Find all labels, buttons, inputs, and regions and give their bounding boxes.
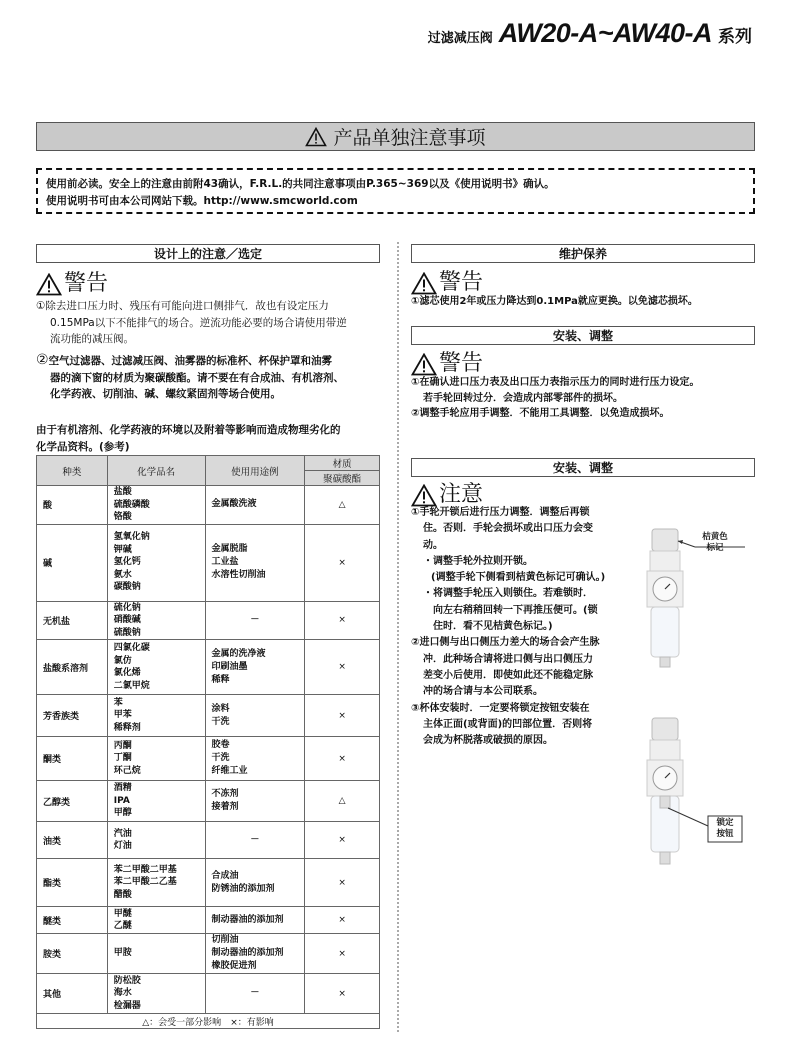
table-row [37,859,380,907]
usage-example: 金属的洗净液 [211,648,266,659]
install-warning-items [411,375,766,422]
cell-chemicals [107,934,205,974]
warning-triangle-icon [36,273,62,296]
chemical-name: 硫酸磷酸 [113,499,150,510]
callout-line: 按钮 [716,829,734,839]
callout-line: 标记 [706,543,724,553]
warning-triangle-icon [411,484,437,507]
cell-usages [205,640,305,695]
caution-item-3-cont: 会成为杯脱落或破损的原因。 [423,735,553,747]
warning-triangle-icon [305,127,327,147]
install-caution-items [411,505,636,749]
caution-item-2-cont: 冲．此种场合请将进口侧与出口侧压力 [423,653,593,665]
cell-rating: × [305,640,380,695]
item-number: ① [36,300,46,312]
cell-chemicals [107,640,205,695]
cell-usages [205,907,305,934]
table-row [37,781,380,822]
table-legend: △：会受一部分影响 ×：有影响 [37,1014,380,1029]
chemical-name: 氯化烯 [113,668,141,678]
caution-item-1-bullet: ・调整手轮外拉则开锁。 [423,555,533,567]
usage-example: 金属酸洗液 [211,499,257,510]
orange-mark-callout [690,532,740,554]
section-title-maintenance: 维护保养 [411,244,755,263]
cell-rating: × [305,859,380,907]
chemical-name: 醋酸 [113,889,132,900]
chemical-name: 丙酮 [113,740,132,751]
warning-heading-install [411,352,483,376]
chemical-name: 硫酸钠 [113,627,141,638]
chemical-name: 甲胺 [113,948,132,959]
caution-item-1-cont: 住。否则．手轮会损坏或出口压力会变 [423,523,593,535]
usage-example: 纤维工业 [211,766,248,776]
usage-example: 干洗 [211,716,230,727]
caution-item-1-bullet: ・将调整手轮压入则锁住。若难锁时． [423,588,593,600]
chemical-name: 二氯甲烷 [113,680,150,691]
series-model: AW20-A~AW40-A [498,18,712,48]
maintenance-item-1: ①滤芯使用2年或压力降达到0.1MPa就应更换。以免滤芯损坏。 [411,296,698,307]
cell-rating: × [305,695,380,737]
usage-example: 接着剂 [211,802,239,812]
chemical-name: 汽油 [113,828,132,839]
header-material-sub: 聚碳酸酯 [305,471,380,486]
cell-rating: △ [305,781,380,822]
usage-example: － [250,614,260,625]
item-text: 除去进口压力时、残压有可能向进口侧排气．故也有设定压力 [45,300,329,312]
cell-usages [205,524,305,601]
cell-usages [205,737,305,781]
header-usage: 使用用途例 [205,456,305,486]
usage-example: － [250,834,260,845]
item-text: 器的滴下窗的材质为聚碳酸酯。请不要在有合成油、有机溶剂、 [50,371,344,384]
usage-example: 干洗 [211,753,230,763]
notice-line-2[interactable]: 使用说明书可由本公司网站下载。http://www.smcworld.com [46,195,358,207]
table-row [37,601,380,640]
chemical-name: 硫化钠 [113,602,141,613]
chemical-name: 甲醚 [113,908,132,919]
chemical-name: 氢化钙 [113,557,141,568]
chemical-name: 甲苯 [113,710,132,721]
usage-example: 金属脱脂 [211,544,248,554]
cell-rating: × [305,524,380,601]
filter-regulator-diagram-lock-button [640,712,760,872]
chemical-name: 盐酸 [113,487,132,497]
table-row [37,524,380,601]
cell-category: 酮类 [37,737,108,781]
cell-chemicals [107,524,205,601]
caution-item-3: ③杯体安装时．一定要将锁定按钮安装在 [411,702,590,714]
chemical-name: 稀释剂 [113,722,141,733]
design-warning-item-1 [36,298,386,348]
cell-category: 无机盐 [37,601,108,640]
cell-usages [205,822,305,859]
chemical-name: 防松胶 [113,975,141,986]
lock-button-callout [708,818,742,840]
usage-example: 工业盐 [211,557,239,567]
series-prefix: 过滤减压阀 [427,31,493,46]
series-suffix: 系列 [718,27,752,47]
warning-label: 警告 [439,351,484,376]
table-row [37,822,380,859]
cell-usages [205,695,305,737]
table-row [37,907,380,934]
cell-chemicals [107,486,205,525]
cell-chemicals [107,822,205,859]
table-row [37,737,380,781]
chemical-table [36,455,380,1029]
caution-item-2-cont: 差变小后使用．即使如此还不能稳定脉 [423,669,593,681]
chemical-name: 环己烷 [113,765,141,776]
warning-heading-design [36,272,108,296]
series-header [428,18,752,49]
caution-item-1: ①手轮开锁后进行压力调整．调整后再锁 [411,507,590,518]
chemical-name: 乙醚 [113,921,132,931]
cell-rating: × [305,737,380,781]
caution-item-1-bullet: 向左右稍稍回转一下再推压便可。(锁 [433,604,598,616]
chemical-name: 检漏器 [113,1000,141,1011]
chemical-name: 海水 [113,988,132,999]
callout-line: 桔黄色 [702,532,728,542]
chemical-name: 四氯化碳 [113,643,150,653]
header-category: 种类 [37,456,108,486]
usage-example: 不冻剂 [211,789,239,799]
chemical-name: 氨水 [113,569,132,580]
cell-category: 其他 [37,974,108,1014]
usage-example: 制动器油的添加剂 [211,948,284,958]
chemical-name: 苯 [113,697,123,708]
cell-category: 酯类 [37,859,108,907]
cell-chemicals [107,907,205,934]
design-warning-item-2 [36,352,386,403]
cell-rating: × [305,907,380,934]
cell-category: 芳香族类 [37,695,108,737]
notice-line-1: 使用前必读。安全上的注意由前附43确认，F.R.L.的共同注意事项由P.365~369以及《使用说明书》确认。 [46,178,555,190]
callout-line: 锁定 [716,818,734,828]
cell-usages [205,974,305,1014]
table-row [37,486,380,525]
chemical-name: 硝酸碱 [113,615,141,625]
warning-label: 警告 [64,271,109,296]
cell-chemicals [107,859,205,907]
item-text: 空气过滤器、过滤减压阀、油雾器的标准杯、杯保护罩和油雾 [48,355,333,367]
cell-chemicals [107,974,205,1014]
cell-category: 醚类 [37,907,108,934]
usage-example: 橡胶促进剂 [211,961,257,971]
cell-rating: × [305,974,380,1014]
cell-chemicals [107,781,205,822]
chemical-name: 酒精 [113,783,132,794]
usage-example: 印刷油墨 [211,661,248,672]
chemical-table-body [37,486,380,1014]
item-text: 0.15MPa以下不能排气的场合。逆流功能必要的场合请使用带逆 [50,316,347,329]
table-row [37,695,380,737]
notice-box [36,168,755,214]
warning-label: 警告 [439,270,484,295]
cell-chemicals [107,601,205,640]
item-text: 流功能的减压阀。 [50,333,134,345]
cell-category: 乙醇类 [37,781,108,822]
cell-chemicals [107,737,205,781]
cell-rating: × [305,601,380,640]
caution-item-2: ②进口侧与出口侧压力差大的场合会产生脉 [411,637,600,649]
section-title-design: 设计上的注意／选定 [36,244,380,263]
chemical-name: 钾碱 [113,544,132,555]
table-row [37,640,380,695]
caution-heading-install [411,483,483,507]
usage-example: － [250,988,260,998]
cell-usages [205,781,305,822]
cell-category: 酸 [37,486,108,525]
caution-item-1-cont: 动。 [423,539,443,551]
chemical-name: 碳酸钠 [113,582,141,593]
cell-category: 盐酸系溶剂 [37,640,108,695]
cell-usages [205,934,305,974]
cell-rating: △ [305,486,380,525]
cell-rating: × [305,934,380,974]
banner-title: 产品单独注意事项 [333,127,486,149]
chemical-name: 苯二甲酸二乙基 [113,877,177,888]
install-warning-item-1-cont: 若手轮回转过分．会造成内部零部件的损坏。 [423,392,623,404]
caution-item-1-bullet: (调整手轮下侧看到桔黄色标记可确认。) [431,572,606,584]
cell-category: 胺类 [37,934,108,974]
chemical-name: 苯二甲酸二甲基 [113,864,177,875]
usage-example: 切削油 [211,935,239,945]
column-divider [397,242,399,1032]
table-row [37,974,380,1014]
cell-usages [205,486,305,525]
warning-triangle-icon [411,353,437,376]
caution-item-2-cont: 冲的场合请与本公司联系。 [423,686,543,698]
table-intro [36,422,386,455]
cell-category: 碱 [37,524,108,601]
usage-example: 胶卷 [211,740,230,750]
install-warning-item-2: ②调整手轮应用手调整．不能用工具调整．以免造成损坏。 [411,408,670,419]
warning-heading-maintenance [411,271,483,295]
usage-example: 制动器油的添加剂 [211,914,284,925]
table-row [37,934,380,974]
item-number: ② [36,352,49,368]
chemical-name: 氯仿 [113,655,132,666]
cell-rating: × [305,822,380,859]
chemical-name: 丁酮 [113,753,132,764]
cell-usages [205,859,305,907]
usage-example: 合成油 [211,870,239,881]
caution-item-3-cont: 主体正面(或背面)的凹部位置．否则将 [423,718,593,730]
chemical-name: 氢氧化钠 [113,532,150,543]
header-material: 材质 [305,456,380,471]
caution-label: 注意 [439,482,484,507]
usage-example: 涂料 [211,703,230,714]
cell-usages [205,601,305,640]
table-intro-line: 化学品资料。(参考) [36,440,130,453]
usage-example: 防锈油的添加剂 [211,883,275,894]
usage-example: 稀释 [211,674,230,685]
chemical-name: 灯油 [113,841,132,851]
chemical-name: 铬酸 [113,512,132,522]
chemical-name: 甲醇 [113,808,132,819]
section-title-install-caution: 安装、调整 [411,458,755,477]
main-banner [36,122,755,151]
cell-category: 油类 [37,822,108,859]
cell-chemicals [107,695,205,737]
section-title-install-warning: 安装、调整 [411,326,755,345]
chemical-name: IPA [113,795,130,806]
item-text: 化学药液、切削油、碱、螺纹紧固剂等场合使用。 [50,388,281,400]
caution-item-1-bullet: 住时．看不见桔黄色标记。) [433,621,553,633]
warning-triangle-icon [411,272,437,295]
usage-example: 水溶性切削油 [211,570,266,580]
header-chemical: 化学品名 [107,456,205,486]
table-intro-line: 由于有机溶剂、化学药液的环境以及附着等影响而造成物理劣化的 [36,424,341,436]
install-warning-item-1: ①在确认进口压力表及出口压力表指示压力的同时进行压力设定。 [411,377,700,388]
